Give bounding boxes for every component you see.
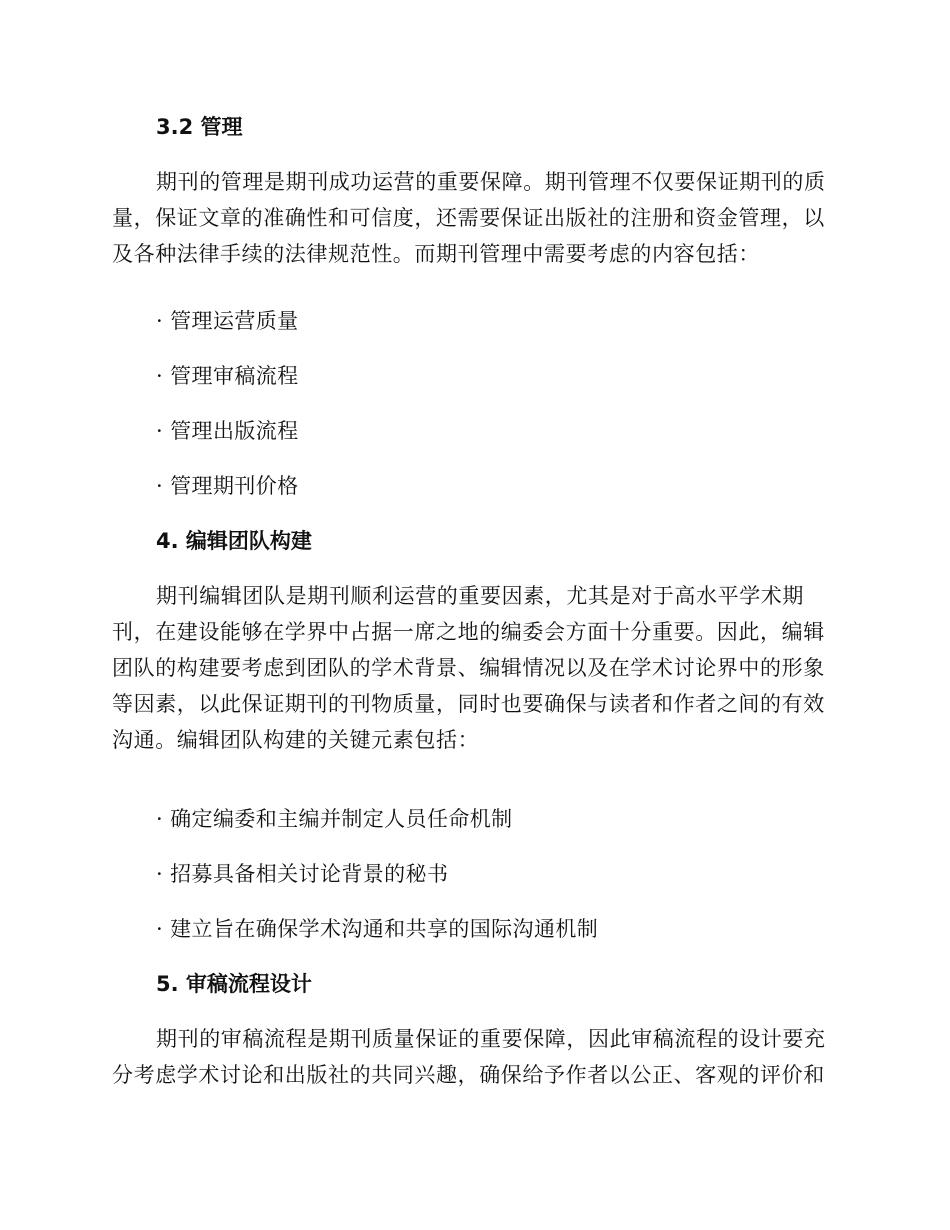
paragraph-line: 团队的构建要考虑到团队的学术背景、编辑情况以及在学术讨论界中的形象 bbox=[112, 656, 825, 680]
bullet-item: · 管理审稿流程 bbox=[156, 364, 299, 388]
bullet-item: · 管理出版流程 bbox=[156, 419, 299, 443]
section-heading-4: 4. 编辑团队构建 bbox=[156, 529, 312, 553]
bullet-item: · 招募具备相关讨论背景的秘书 bbox=[156, 862, 449, 886]
bullet-item: · 管理运营质量 bbox=[156, 309, 299, 333]
bullet-item: · 确定编委和主编并制定人员任命机制 bbox=[156, 807, 513, 831]
bullet-item: · 建立旨在确保学术沟通和共享的国际沟通机制 bbox=[156, 917, 599, 941]
paragraph-line: 刊，在建设能够在学界中占据一席之地的编委会方面十分重要。因此，编辑 bbox=[112, 620, 825, 644]
paragraph-line: 量，保证文章的准确性和可信度，还需要保证出版社的注册和资金管理，以 bbox=[112, 206, 825, 230]
paragraph-line: 期刊的审稿流程是期刊质量保证的重要保障，因此审稿流程的设计要充 bbox=[156, 1027, 826, 1051]
paragraph-line: 期刊的管理是期刊成功运营的重要保障。期刊管理不仅要保证期刊的质 bbox=[156, 170, 826, 194]
paragraph-line: 期刊编辑团队是期刊顺利运营的重要因素，尤其是对于高水平学术期 bbox=[156, 584, 804, 608]
paragraph-line: 分考虑学术讨论和出版社的共同兴趣，确保给予作者以公正、客观的评价和 bbox=[112, 1063, 825, 1087]
bullet-item: · 管理期刊价格 bbox=[156, 474, 299, 498]
section-paragraph-5 bbox=[112, 1021, 832, 1093]
section-paragraph-3-2 bbox=[112, 164, 832, 272]
section-heading-3-2: 3.2 管理 bbox=[156, 115, 243, 139]
paragraph-line: 及各种法律手续的法律规范性。而期刊管理中需要考虑的内容包括： bbox=[112, 242, 760, 266]
paragraph-line: 沟通。编辑团队构建的关键元素包括： bbox=[112, 728, 480, 752]
section-paragraph-4 bbox=[112, 578, 832, 758]
paragraph-line: 等因素，以此保证期刊的刊物质量，同时也要确保与读者和作者之间的有效 bbox=[112, 692, 825, 716]
section-heading-5: 5. 审稿流程设计 bbox=[156, 972, 312, 996]
